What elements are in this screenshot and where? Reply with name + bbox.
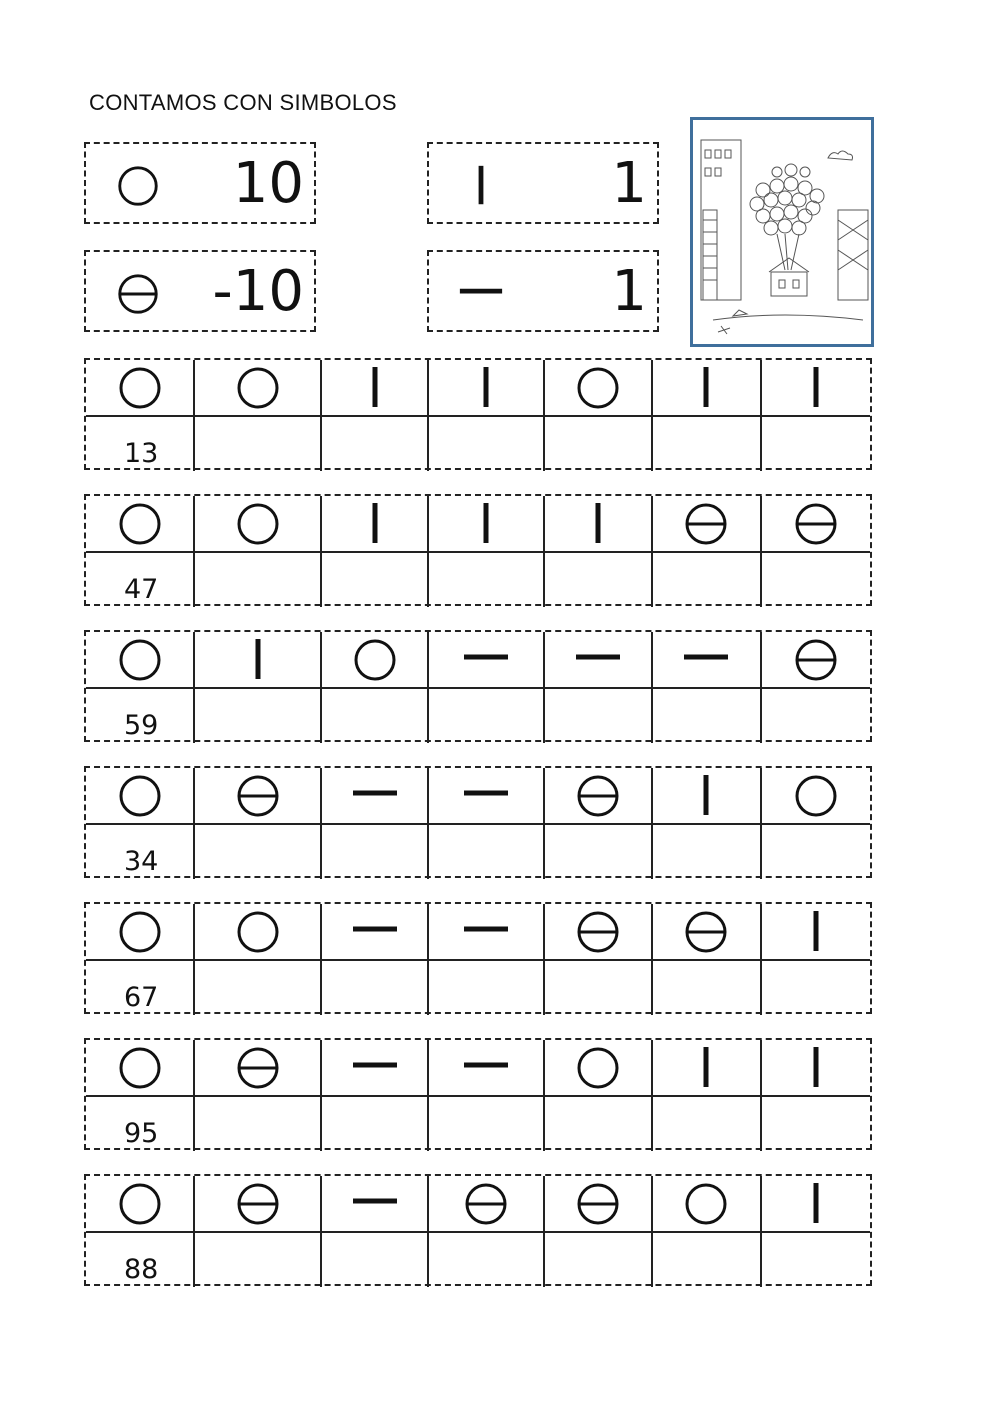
symbol-cell [543,904,651,959]
vertical-bar-icon [791,1043,841,1093]
target-number-cell [86,1096,193,1151]
symbol-row [86,632,870,689]
crossed-circle-icon [681,907,731,957]
symbol-cell [543,768,651,823]
horizontal-bar-icon [350,1179,400,1229]
vertical-bar-icon [681,363,731,413]
symbol-cell [760,1176,870,1231]
crossed-circle-icon [114,270,162,318]
horizontal-bar-icon [681,635,731,685]
symbol-cell [320,1176,427,1231]
answer-row [86,688,870,743]
symbol-cell [193,1040,319,1095]
answer-cell[interactable] [193,688,319,743]
horizontal-bar-icon [350,907,400,957]
exercise-table [84,766,872,878]
crossed-circle-icon [791,499,841,549]
symbol-cell [427,360,542,415]
symbol-row [86,768,870,825]
horizontal-bar-icon [457,270,505,318]
answer-cell[interactable] [320,1096,427,1151]
answer-row [86,1096,870,1151]
answer-cell[interactable] [543,824,651,879]
symbol-cell [193,360,319,415]
answer-cell[interactable] [651,960,759,1015]
answer-cell[interactable] [427,824,542,879]
target-number: 47 [124,574,159,605]
circle-icon [573,363,623,413]
symbol-cell [651,904,759,959]
target-number: 67 [124,982,159,1013]
answer-cell[interactable] [193,824,319,879]
symbol-cell [86,1176,193,1231]
symbol-cell [651,632,759,687]
symbol-cell [427,1040,542,1095]
symbol-cell [86,632,193,687]
worksheet-title: CONTAMOS CON SIMBOLOS [89,90,397,115]
legend-value: -10 [212,259,304,324]
horizontal-bar-icon [461,771,511,821]
circle-icon [115,363,165,413]
symbol-cell [193,496,319,551]
legend-one-horizontal [427,250,659,332]
balloon-house-coloring-icon [690,117,874,347]
symbol-cell [193,1176,319,1231]
symbol-cell [320,904,427,959]
symbol-cell [427,632,542,687]
target-number: 34 [124,846,159,877]
symbol-row [86,496,870,553]
vertical-bar-icon [791,363,841,413]
circle-icon [115,635,165,685]
symbol-cell [86,768,193,823]
exercise-table [84,1038,872,1150]
symbol-cell [543,360,651,415]
exercise-table [84,1174,872,1286]
answer-cell[interactable] [543,552,651,607]
circle-icon [233,907,283,957]
answer-cell[interactable] [760,824,870,879]
answer-row [86,552,870,607]
answer-cell[interactable] [193,960,319,1015]
balloon-house-drawing [693,120,871,344]
symbol-cell [320,360,427,415]
exercise-table [84,902,872,1014]
symbol-cell [543,496,651,551]
legend-value: 10 [232,151,304,216]
answer-cell[interactable] [543,1096,651,1151]
target-number-cell [86,1232,193,1287]
symbol-cell [651,360,759,415]
exercise-table [84,358,872,470]
symbol-cell [760,496,870,551]
answer-row [86,1232,870,1287]
answer-cell[interactable] [320,960,427,1015]
symbol-cell [543,1176,651,1231]
answer-row [86,824,870,879]
legend-minus-ten [84,250,316,332]
symbol-row [86,360,870,417]
circle-icon [233,499,283,549]
circle-icon [115,1043,165,1093]
crossed-circle-icon [573,771,623,821]
answer-cell[interactable] [760,960,870,1015]
answer-cell[interactable] [193,552,319,607]
answer-cell[interactable] [427,1232,542,1287]
circle-icon [233,363,283,413]
crossed-circle-icon [233,1043,283,1093]
circle-icon [114,162,162,210]
symbol-cell [193,904,319,959]
answer-cell[interactable] [760,688,870,743]
symbol-cell [320,496,427,551]
symbol-cell [86,1040,193,1095]
vertical-bar-icon [681,1043,731,1093]
symbol-row [86,904,870,961]
answer-cell[interactable] [760,552,870,607]
answer-cell[interactable] [320,416,427,471]
horizontal-bar-icon [350,1043,400,1093]
crossed-circle-icon [573,1179,623,1229]
answer-cell[interactable] [320,552,427,607]
symbol-cell [543,632,651,687]
answer-cell[interactable] [543,688,651,743]
answer-cell[interactable] [543,1232,651,1287]
answer-cell[interactable] [760,1096,870,1151]
circle-icon [350,635,400,685]
legend-value: 1 [611,151,647,216]
answer-cell[interactable] [193,1232,319,1287]
legend-symbol [457,270,505,318]
exercise-table [84,494,872,606]
legend-symbol [114,162,162,210]
symbol-cell [86,496,193,551]
answer-cell[interactable] [193,1096,319,1151]
symbol-cell [651,496,759,551]
symbol-cell [760,632,870,687]
vertical-bar-icon [461,499,511,549]
symbol-cell [651,768,759,823]
symbol-cell [320,1040,427,1095]
symbol-cell [760,768,870,823]
symbol-cell [651,1176,759,1231]
answer-cell[interactable] [651,1096,759,1151]
target-number: 88 [124,1254,159,1285]
legend-ten [84,142,316,224]
symbol-row [86,1040,870,1097]
answer-cell[interactable] [320,1232,427,1287]
target-number: 13 [124,438,159,469]
answer-cell[interactable] [427,960,542,1015]
answer-cell[interactable] [760,416,870,471]
vertical-bar-icon [791,1179,841,1229]
answer-cell[interactable] [651,416,759,471]
vertical-bar-icon [573,499,623,549]
target-number-cell [86,960,193,1015]
legend-one-vertical [427,142,659,224]
symbol-cell [651,1040,759,1095]
crossed-circle-icon [791,635,841,685]
circle-icon [115,907,165,957]
vertical-bar-icon [791,907,841,957]
legend-symbol [457,162,505,210]
answer-cell[interactable] [543,416,651,471]
symbol-cell [543,1040,651,1095]
crossed-circle-icon [233,771,283,821]
symbol-cell [193,768,319,823]
circle-icon [573,1043,623,1093]
target-number-cell [86,552,193,607]
symbol-cell [760,1040,870,1095]
crossed-circle-icon [461,1179,511,1229]
answer-row [86,960,870,1015]
vertical-bar-icon [457,162,505,210]
symbol-cell [760,904,870,959]
legend-symbol [114,270,162,318]
vertical-bar-icon [350,363,400,413]
circle-icon [681,1179,731,1229]
answer-cell[interactable] [760,1232,870,1287]
horizontal-bar-icon [573,635,623,685]
symbol-cell [427,768,542,823]
target-number-cell [86,688,193,743]
answer-cell[interactable] [651,552,759,607]
symbol-cell [760,360,870,415]
target-number-cell [86,416,193,471]
answer-cell[interactable] [427,552,542,607]
circle-icon [115,771,165,821]
answer-cell[interactable] [651,688,759,743]
answer-cell[interactable] [651,824,759,879]
answer-cell[interactable] [320,824,427,879]
symbol-cell [427,904,542,959]
symbol-cell [86,360,193,415]
symbol-cell [427,496,542,551]
symbol-cell [320,768,427,823]
legend-value: 1 [611,259,647,324]
horizontal-bar-icon [350,771,400,821]
circle-icon [115,1179,165,1229]
circle-icon [791,771,841,821]
crossed-circle-icon [233,1179,283,1229]
answer-cell[interactable] [427,416,542,471]
symbol-row [86,1176,870,1233]
horizontal-bar-icon [461,1043,511,1093]
horizontal-bar-icon [461,907,511,957]
exercise-table [84,630,872,742]
answer-cell[interactable] [320,688,427,743]
answer-cell[interactable] [427,1096,542,1151]
vertical-bar-icon [461,363,511,413]
crossed-circle-icon [573,907,623,957]
symbol-cell [427,1176,542,1231]
answer-cell[interactable] [651,1232,759,1287]
vertical-bar-icon [233,635,283,685]
horizontal-bar-icon [461,635,511,685]
answer-cell[interactable] [427,688,542,743]
answer-cell[interactable] [193,416,319,471]
target-number: 59 [124,710,159,741]
crossed-circle-icon [681,499,731,549]
answer-row [86,416,870,471]
symbol-cell [86,904,193,959]
target-number: 95 [124,1118,159,1149]
symbol-cell [193,632,319,687]
answer-cell[interactable] [543,960,651,1015]
symbol-cell [320,632,427,687]
vertical-bar-icon [681,771,731,821]
circle-icon [115,499,165,549]
vertical-bar-icon [350,499,400,549]
target-number-cell [86,824,193,879]
